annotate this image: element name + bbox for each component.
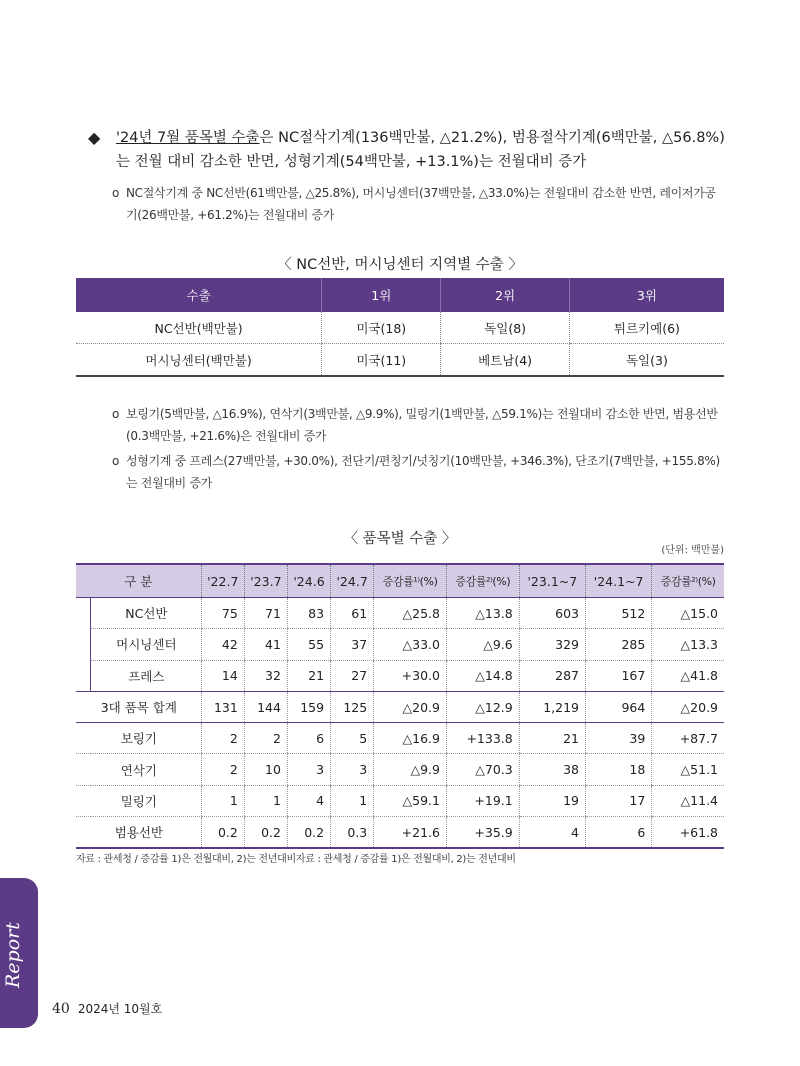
report-label: Report (2, 922, 24, 988)
table1-header: 수출 (76, 278, 322, 312)
table2-header: '24.1~7 (586, 564, 652, 598)
main-bullet-text: 은 NC절삭기계(136백만불, △21.2%), 범용절삭기계(6백만불, △56.8%)는 전월 대비 감소한 반면, 성형기계(54백만불, +13.1%)는 전월대비 증가 (116, 130, 725, 170)
report-side-tab (0, 878, 38, 1028)
source-note: 자료 : 관세청 / 증감률 1)은 전월대비, 2)는 전년대비자료 : 관세청 / 증감률 1)은 전월대비, 2)는 전년대비 (76, 854, 516, 865)
circle-bullet-icon: o (112, 186, 120, 200)
table-row: 범용선반 0.2 0.2 0.2 0.3 +21.6 +35.9 4 6 +61.8 (76, 817, 724, 849)
table2-header: '23.1~7 (519, 564, 585, 598)
table-row: 머시닝센터(백만불) 미국(11) 베트남(4) 독일(3) (76, 344, 724, 377)
issue-label: 2024년 10월호 (77, 1002, 163, 1016)
table2-header: 증감률²⁾(%) (652, 564, 724, 598)
table-row: 머시닝센터 42 41 55 37 △33.0 △9.6 329 285 △13.3 (76, 629, 724, 660)
table2-title: 〈 품목별 수출 〉 (343, 531, 457, 547)
table2-header: '24.7 (331, 564, 374, 598)
table2-header: '22.7 (201, 564, 244, 598)
sub-bullet-2: o 보링기(5백만불, △16.9%), 연삭기(3백만불, △9.9%), 밀링기(1백만불, △59.1%)는 전월대비 감소한 반면, 범용선반(0.3백만불, +21.6%)은 전월대비 증가 (112, 403, 727, 447)
table2-header: 증감률¹⁾(%) (374, 564, 447, 598)
table-row-total: 3대 품목 합계 131 144 159 125 △20.9 △12.9 1,219 964 △20.9 (76, 691, 724, 722)
region-export-table (76, 278, 724, 377)
diamond-bullet-icon: ◆ (88, 128, 101, 147)
main-bullet-highlight: '24년 7월 품목별 수출 (116, 130, 260, 146)
main-bullet (88, 126, 738, 174)
sub-bullet-1: o NC절삭기계 중 NC선반(61백만불, △25.8%), 머시닝센터(37백만불, △33.0%)는 전월대비 감소한 반면, 레이저가공기(26백만불, +61.2%)는 전월대비 증가 (112, 182, 727, 226)
unit-label: (단위: 백만불) (661, 545, 724, 556)
table2-header: 증감률²⁾(%) (446, 564, 519, 598)
table1-header: 1위 (322, 278, 441, 312)
sub-bullet-3: o 성형기계 중 프레스(27백만불, +30.0%), 전단기/편칭기/넛칭기(10백만불, +346.3%), 단조기(7백만불, +155.8%)는 전월대비 증가 (112, 450, 727, 494)
table2-header: '23.7 (244, 564, 287, 598)
table-row: 연삭기 2 10 3 3 △9.9 △70.3 38 18 △51.1 (76, 754, 724, 785)
circle-bullet-icon: o (112, 454, 120, 468)
page-footer (52, 1000, 162, 1017)
table-row: 밀링기 1 1 4 1 △59.1 +19.1 19 17 △11.4 (76, 785, 724, 816)
table1-title: 〈 NC선반, 머시닝센터 지역별 수출 〉 (277, 257, 523, 273)
item-export-table (76, 563, 724, 849)
table-row: 프레스 14 32 21 27 +30.0 △14.8 287 167 △41.8 (76, 660, 724, 691)
table-row: NC선반 75 71 83 61 △25.8 △13.8 603 512 △15.0 (76, 598, 724, 629)
table1-header: 3위 (569, 278, 724, 312)
table1-header: 2위 (441, 278, 569, 312)
table-row: NC선반(백만불) 미국(18) 독일(8) 튀르키예(6) (76, 312, 724, 344)
table2-header: 구 분 (76, 564, 201, 598)
circle-bullet-icon: o (112, 407, 120, 421)
page-number: 40 (52, 1001, 70, 1017)
table-row: 보링기 2 2 6 5 △16.9 +133.8 21 39 +87.7 (76, 723, 724, 754)
table2-header: '24.6 (287, 564, 330, 598)
